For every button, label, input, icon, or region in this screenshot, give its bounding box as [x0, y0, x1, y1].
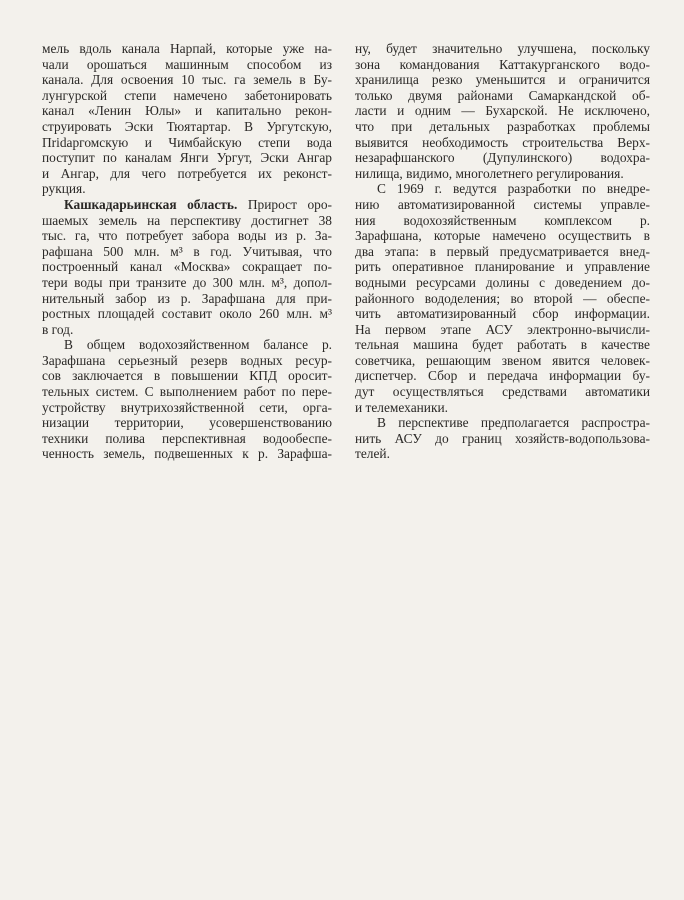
text-fragment: Прирост оро-	[237, 196, 332, 212]
text-line: только двумя районами Самаркандской об-	[355, 87, 650, 103]
text-line: Зарафшана серьезный резерв водных ресур-	[42, 352, 332, 368]
text-line: шаемых земель на перспективу достигнет 38	[42, 212, 332, 228]
text-line: лунгурской степи намечено забетонировать	[42, 87, 332, 103]
text-line: районного вододеления; во второй — обеспе-	[355, 290, 650, 306]
text-line: что при детальных разработках проблемы	[355, 118, 650, 134]
text-line: водными ресурсами долины с доведением до-	[355, 274, 650, 290]
text-line: нию автоматизированной системы управле-	[355, 196, 650, 212]
text-line: техники полива перспективная водообеспе-	[42, 430, 332, 446]
text-line: В перспективе предполагается распростра-	[377, 415, 650, 431]
text-line: канал «Ленин Юлы» и капитально рекон-	[42, 103, 332, 119]
text-line: ласти и одним — Бухарской. Не исключено,	[355, 103, 650, 119]
text-line: в год.	[42, 321, 74, 337]
text-line	[42, 197, 332, 213]
text-line: низации территории, усовершенствованию	[42, 415, 332, 431]
text-line: нилища, видимо, многолетнего регулирования.	[355, 165, 624, 181]
left-column	[42, 41, 332, 462]
text-line: струировать Эски Тюятартар. В Ургутскую,	[42, 118, 332, 134]
text-line: В общем водохозяйственном балансе р.	[64, 337, 332, 353]
text-line: рить оперативное планирование и управление	[355, 259, 650, 275]
text-line: незарафшанского (Дупулинского) водохра-	[355, 150, 650, 166]
text-line: и телемеханики.	[355, 399, 448, 415]
text-line: зона командования Каттакурганского водо-	[355, 56, 650, 72]
text-line: выявится необходимость строительства Верх-	[355, 134, 650, 150]
text-line: дут осуществляться средствами автоматики	[355, 384, 650, 400]
text-line: и Ангар, для чего потребуется их реконст-	[42, 165, 332, 181]
text-line: Пridaргомскую и Чимбайскую степи вода	[42, 134, 332, 150]
text-line: нительный забор из р. Зарафшана для при-	[42, 290, 332, 306]
text-line: два этапа: в первый предусматривается внед-	[355, 243, 650, 259]
text-line: ростных площадей составит около 260 млн. м³	[42, 306, 332, 322]
text-line: мель вдоль канала Нарпай, которые уже на-	[42, 41, 332, 56]
text-line: ченность земель, подвешенных к р. Зарафша-	[42, 446, 332, 462]
paragraph-kashkadarya	[42, 197, 332, 337]
paragraph-canals	[42, 41, 332, 197]
text-line: рафшана 500 млн. м³ в год. Учитывая, что	[42, 243, 332, 259]
text-line: построенный канал «Москва» сокращает по-	[42, 259, 332, 275]
text-line: Зарафшана, которые намечено осуществить в	[355, 228, 650, 244]
text-line: ну, будет значительно улучшена, поскольку	[355, 41, 650, 56]
paragraph-perspective	[355, 415, 650, 462]
paragraph-balance	[42, 337, 332, 462]
text-line: чить автоматизированный сбор информации.	[355, 306, 650, 322]
paragraph-asu	[355, 181, 650, 415]
text-line: чали орошаться машинным способом из	[42, 56, 332, 72]
text-line: тельных систем. С выполнением работ по пере-	[42, 384, 332, 400]
text-line: телей.	[355, 446, 390, 462]
text-line: диспетчер. Сбор и передача информации бу-	[355, 368, 650, 384]
text-line: советчика, решающим звеном явится человек-	[355, 352, 650, 368]
text-line: тыс. га, что потребует забора воды из р. За-	[42, 228, 332, 244]
paragraph-reservoir	[355, 41, 650, 181]
text-line: ния водохозяйственным комплексом р.	[355, 212, 650, 228]
text-line: канала. Для освоения 10 тыс. га земель в Бу-	[42, 72, 332, 88]
section-heading: Кашкадарьинская область.	[64, 196, 238, 212]
text-line: рукция.	[42, 181, 86, 197]
text-line: На первом этапе АСУ электронно-вычисли-	[355, 321, 650, 337]
right-column	[355, 41, 650, 462]
text-line: С 1969 г. ведутся разработки по внедре-	[377, 181, 650, 197]
text-line: хранилища резко уменьшится и ограничится	[355, 72, 650, 88]
text-line: поступит по каналам Янги Ургут, Эски Ангар	[42, 150, 332, 166]
text-line: тельная машина будет работать в качестве	[355, 337, 650, 353]
text-line: тери воды при транзите до 300 млн. м³, допол-	[42, 274, 332, 290]
text-line: устройству внутрихозяйственной сети, орга-	[42, 399, 332, 415]
text-line: сов заключается в повышении КПД оросит-	[42, 368, 332, 384]
text-line: нить АСУ до границ хозяйств-водопользова-	[355, 430, 650, 446]
